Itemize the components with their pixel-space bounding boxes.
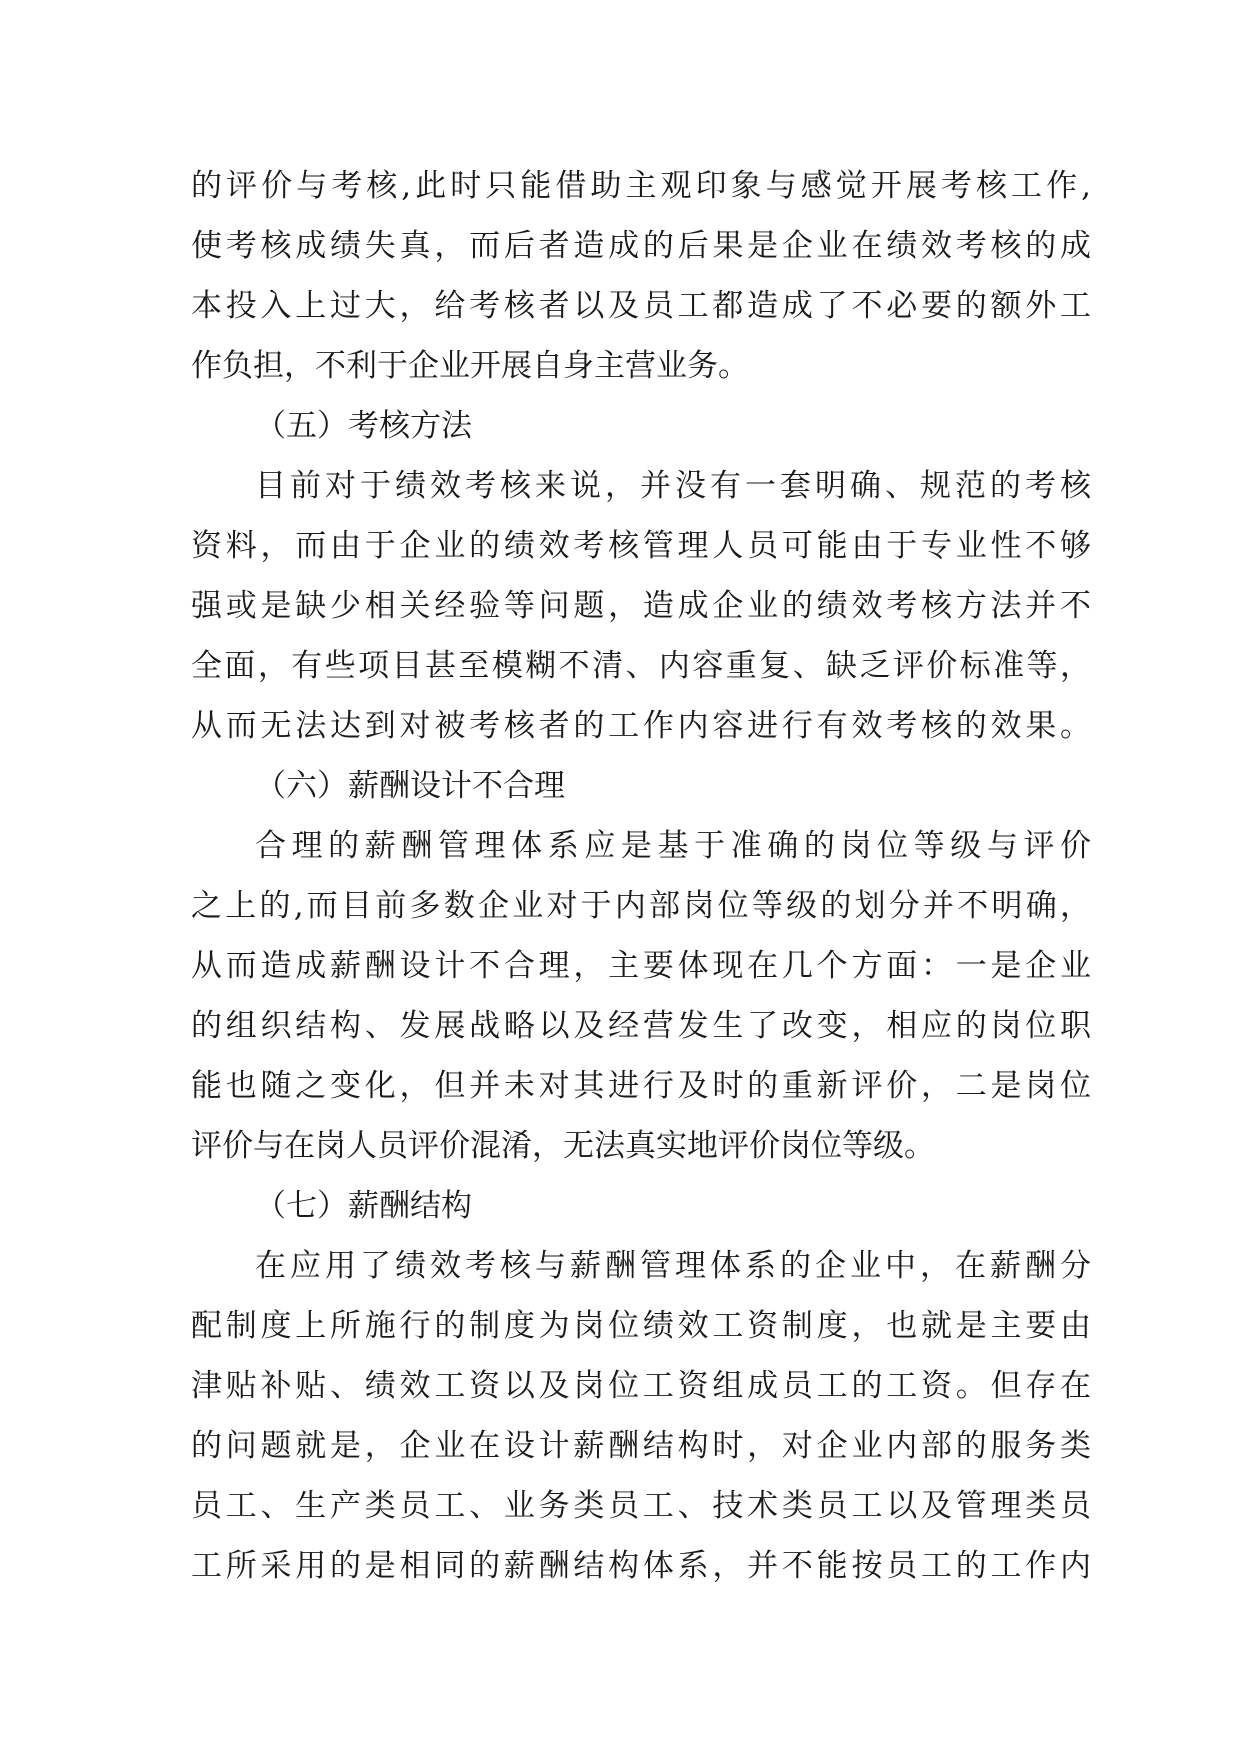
text-line: 目前对于绩效考核来说，并没有一套明确、规范的考核 [255,468,1091,504]
text-line: 合理的薪酬管理体系应是基于准确的岗位等级与评价 [255,828,1091,864]
section-heading: （六）薪酬设计不合理 [255,768,565,804]
text-line: 的问题就是，企业在设计薪酬结构时，对企业内部的服务类 [191,1428,1091,1464]
text-line: 能也随之变化，但并未对其进行及时的重新评价，二是岗位 [191,1068,1091,1104]
section-heading: （五）考核方法 [255,408,472,444]
text-line: 的评价与考核,此时只能借助主观印象与感觉开展考核工作, [191,168,1091,204]
text-line: 作负担，不利于企业开展自身主营业务。 [191,348,749,384]
text-line: 使考核成绩失真，而后者造成的后果是企业在绩效考核的成 [191,228,1091,264]
text-line: 之上的,而目前多数企业对于内部岗位等级的划分并不明确， [191,888,1091,924]
text-line: 津贴补贴、绩效工资以及岗位工资组成员工的工资。但存在 [191,1368,1091,1404]
text-line: 全面，有些项目甚至模糊不清、内容重复、缺乏评价标准等， [191,648,1091,684]
text-line: 从而造成薪酬设计不合理，主要体现在几个方面：一是企业 [191,948,1091,984]
text-line: 评价与在岗人员评价混淆，无法真实地评价岗位等级。 [191,1128,935,1164]
text-line: 配制度上所施行的制度为岗位绩效工资制度，也就是主要由 [191,1308,1091,1344]
text-line: 从而无法达到对被考核者的工作内容进行有效考核的效果。 [191,708,1091,744]
text-line: 员工、生产类员工、业务类员工、技术类员工以及管理类员 [191,1488,1091,1524]
text-line: 本投入上过大，给考核者以及员工都造成了不必要的额外工 [191,288,1091,324]
text-line: 资料，而由于企业的绩效考核管理人员可能由于专业性不够 [191,528,1091,564]
text-line: 强或是缺少相关经验等问题，造成企业的绩效考核方法并不 [191,588,1091,624]
text-line: 在应用了绩效考核与薪酬管理体系的企业中，在薪酬分 [255,1248,1091,1284]
text-line: 的组织结构、发展战略以及经营发生了改变，相应的岗位职 [191,1008,1091,1044]
text-line: 工所采用的是相同的薪酬结构体系，并不能按员工的工作内 [191,1548,1091,1584]
section-heading: （七）薪酬结构 [255,1188,472,1224]
